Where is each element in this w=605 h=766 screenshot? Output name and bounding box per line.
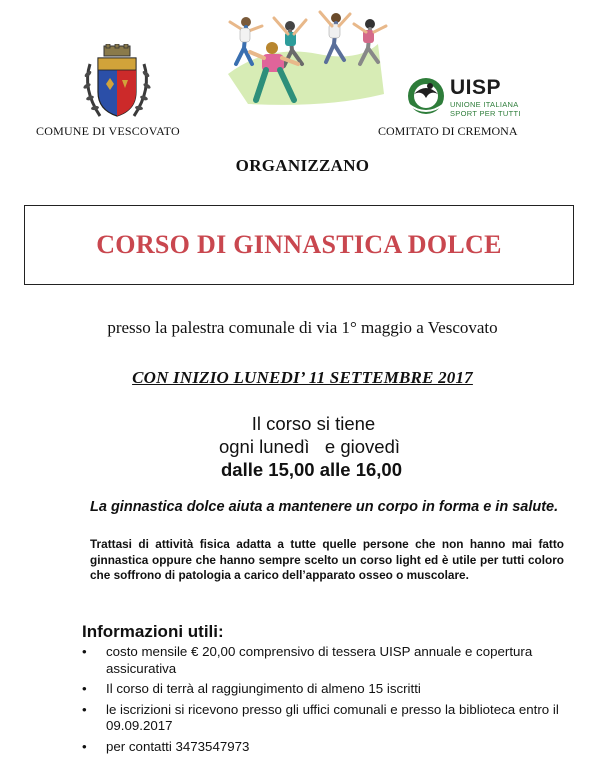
coat-of-arms-icon bbox=[80, 44, 154, 124]
bullet-icon: • bbox=[82, 738, 87, 754]
uisp-logo-icon bbox=[404, 74, 448, 118]
uisp-title: UISP bbox=[450, 76, 502, 99]
course-title: CORSO DI GINNASTICA DOLCE bbox=[96, 230, 502, 259]
intro-text: La ginnastica dolce aiuta a mantenere un corpo in forma e in salute. bbox=[90, 499, 559, 515]
location-text: presso la palestra comunale di via 1° maggio a Vescovato bbox=[107, 318, 498, 337]
comitato-label: COMITATO DI CREMONA bbox=[378, 124, 518, 138]
info-item bbox=[82, 739, 562, 756]
uisp-subtitle-line2: SPORT PER TUTTI bbox=[450, 109, 521, 118]
info-item bbox=[82, 702, 562, 735]
schedule-line-3: dalle 15,00 alle 16,00 bbox=[220, 459, 403, 480]
info-list bbox=[82, 644, 562, 759]
info-item-text: costo mensile € 20,00 comprensivo di tessera UISP annuale e copertura assicurativa bbox=[106, 644, 533, 676]
uisp-logo bbox=[404, 74, 524, 120]
comune-label: COMUNE DI VESCOVATO bbox=[36, 124, 180, 138]
title-box bbox=[24, 205, 574, 285]
uisp-subtitle-line1: UNIONE ITALIANA bbox=[450, 100, 519, 109]
bullet-icon: • bbox=[82, 681, 87, 696]
schedule-line-1: Il corso si tiene bbox=[251, 413, 376, 434]
info-item-text: le iscrizioni si ricevono presso gli uffici comunali e presso la biblioteca entro il 09.09.2017 bbox=[106, 701, 559, 733]
info-item bbox=[82, 644, 562, 677]
info-item bbox=[82, 681, 562, 698]
gym-illustration bbox=[208, 4, 394, 114]
schedule-line-2: ogni lunedì e giovedì bbox=[218, 436, 401, 457]
info-heading: Informazioni utili: bbox=[82, 622, 224, 641]
info-item-text: Il corso di terrà al raggiungimento di almeno 15 iscritti bbox=[106, 681, 421, 696]
schedule-block bbox=[0, 412, 605, 481]
bullet-icon: • bbox=[82, 644, 87, 659]
description-text: Trattasi di attività fisica adatta a tutte quelle persone che non hanno mai fatto ginnastica oppure che hanno sempre scelto un corso light ed è utile per tutti coloro che soffrono di patologia a carico dell’apparato osseo o muscolare. bbox=[90, 537, 564, 582]
bullet-icon: • bbox=[82, 701, 87, 717]
start-date: CON INIZIO LUNEDI’ 11 SETTEMBRE 2017 bbox=[132, 368, 473, 387]
organizzano-heading: ORGANIZZANO bbox=[235, 156, 370, 175]
info-item-text: per contatti 3473547973 bbox=[106, 738, 250, 754]
